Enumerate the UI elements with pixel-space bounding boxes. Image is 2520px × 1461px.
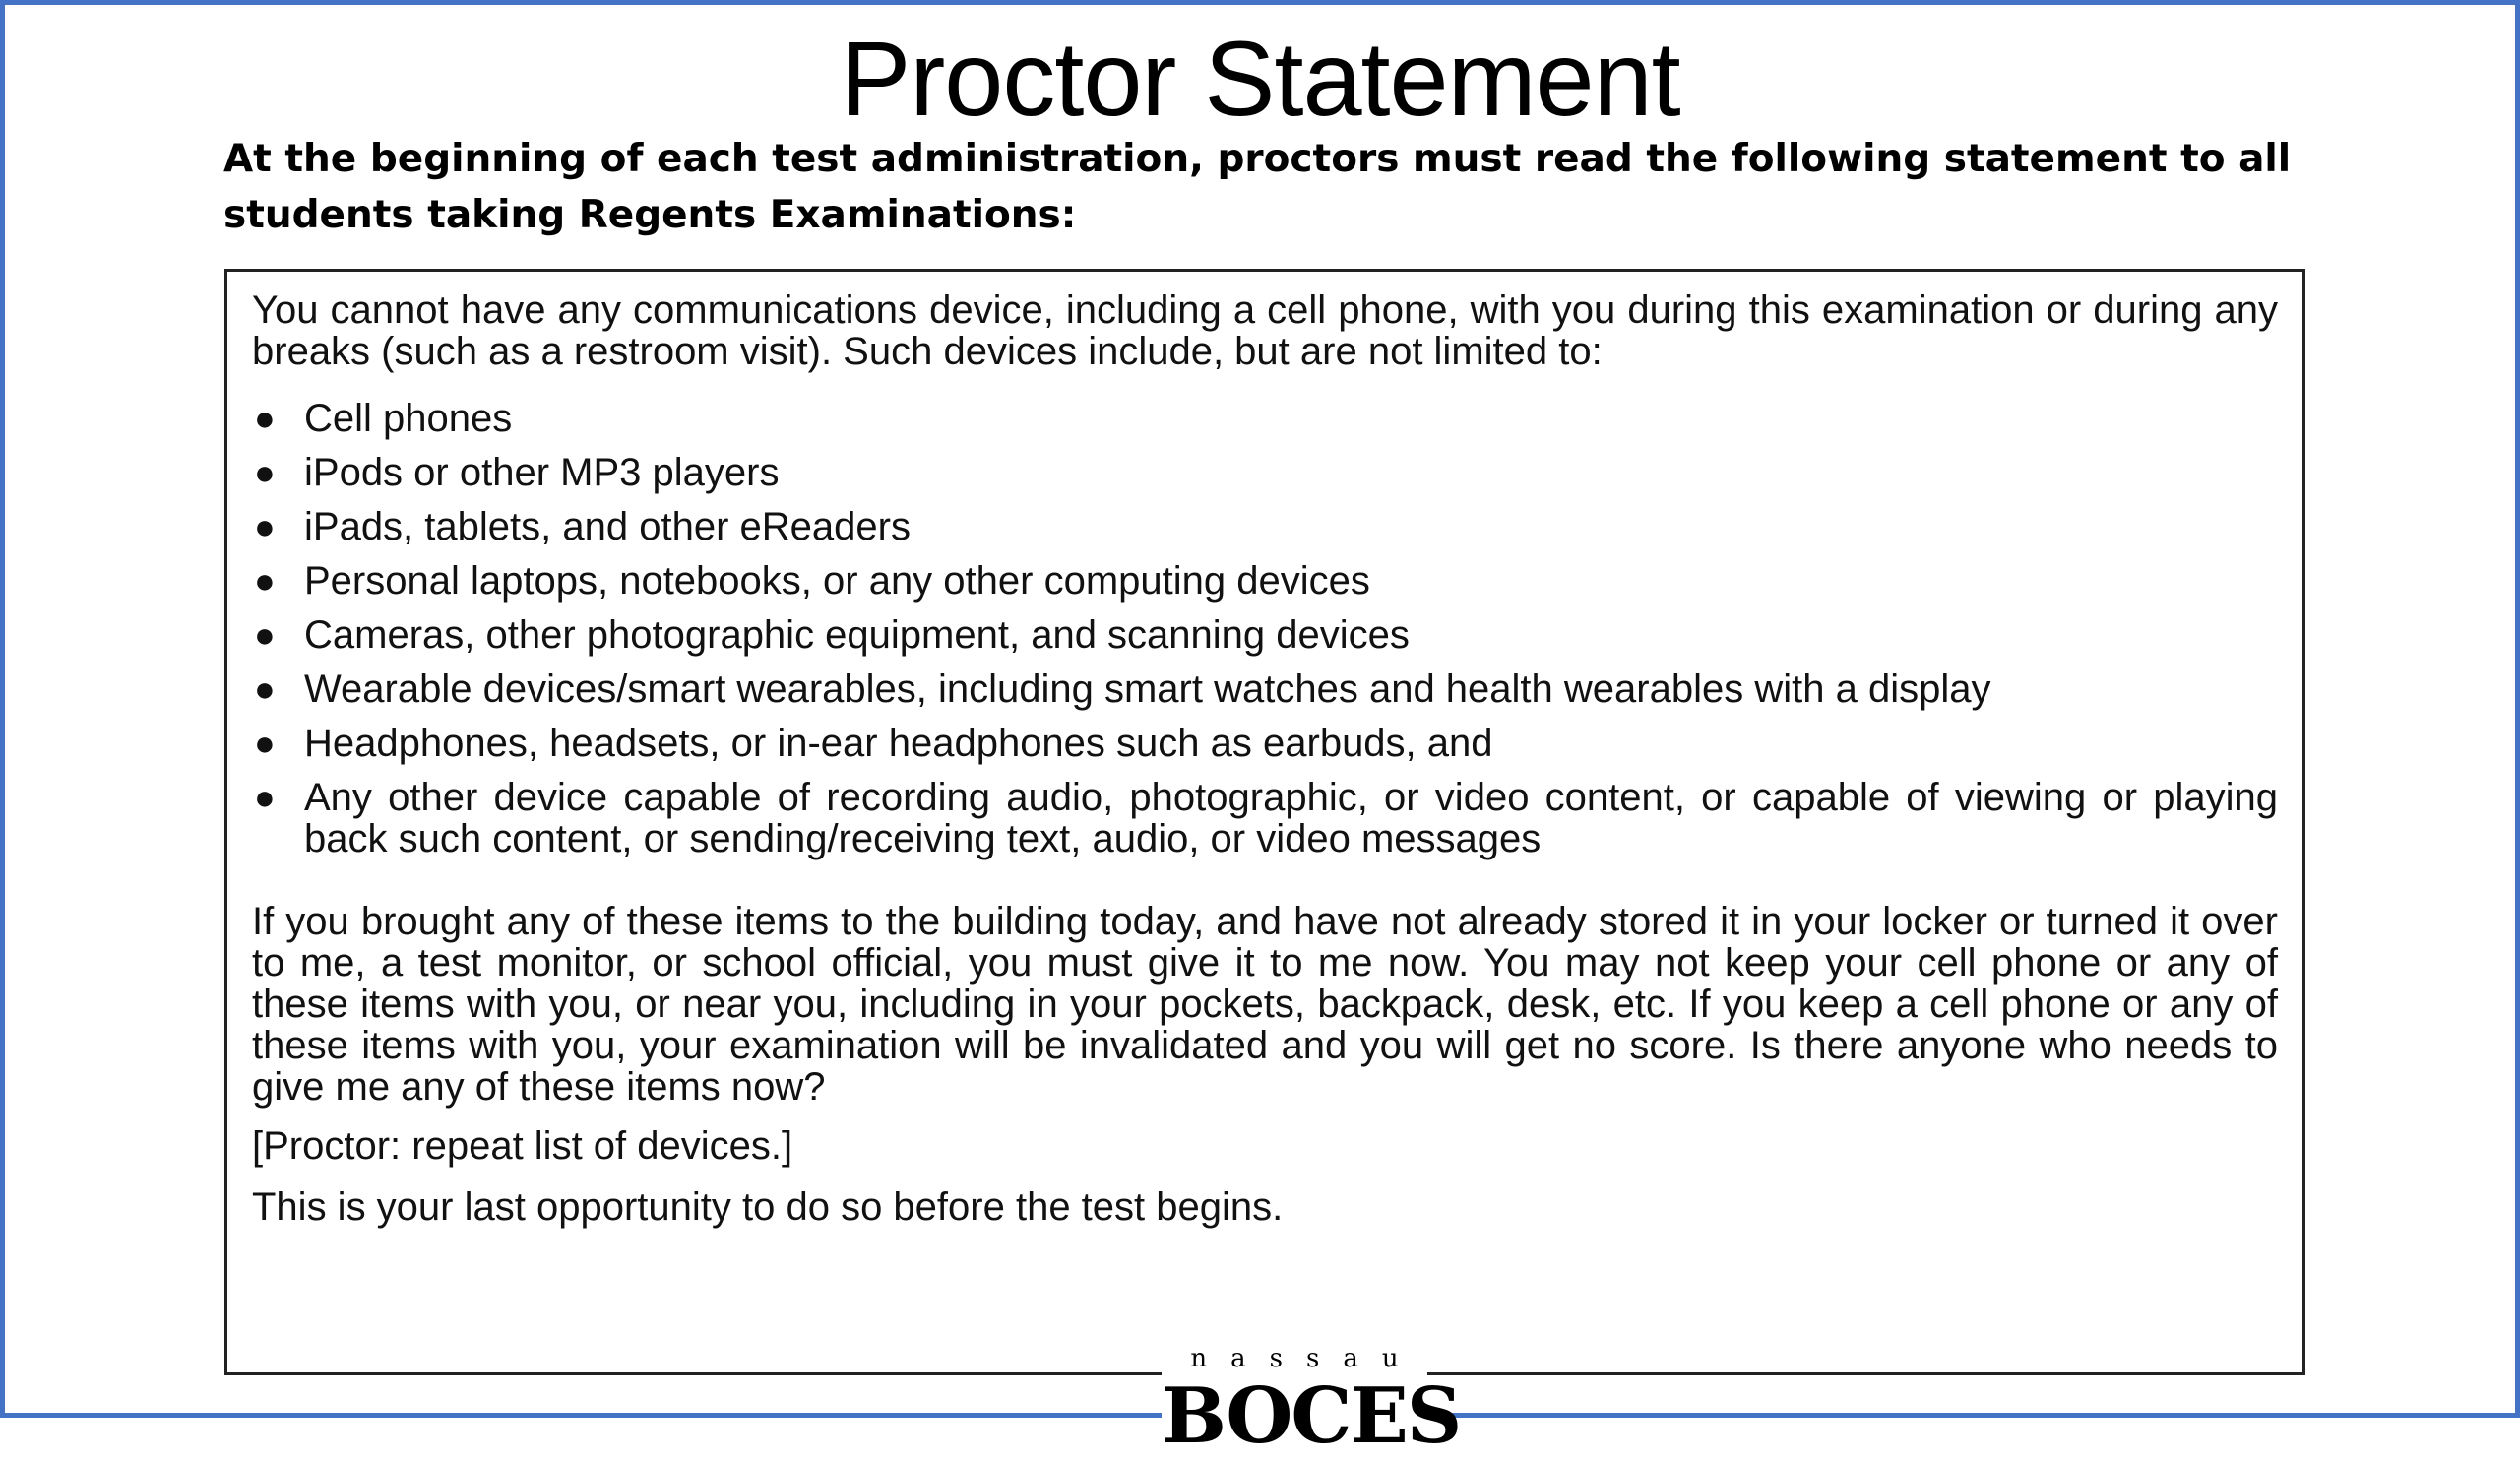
- device-item-label: iPads, tablets, and other eReaders: [304, 505, 911, 548]
- bullet-icon: ●: [254, 668, 276, 709]
- statement-closing: This is your last opportunity to do so before the test begins.: [252, 1185, 1284, 1229]
- list-item: [252, 777, 2278, 859]
- device-item-label: Personal laptops, notebooks, or any other computing devices: [304, 559, 1370, 603]
- statement-opening: You cannot have any communications device, including a cell phone, with you during this examination or during any breaks (such as a restroom visit). Such devices include, but are not limited to:: [252, 288, 2278, 373]
- bullet-icon: ●: [254, 398, 276, 438]
- list-item: [252, 723, 2278, 764]
- device-item-label: iPods or other MP3 players: [304, 451, 780, 494]
- slide-title: Proctor Statement: [840, 19, 1680, 138]
- list-item: [252, 560, 2278, 602]
- bullet-icon: ●: [254, 452, 276, 492]
- intro-text: At the beginning of each test administration, proctors must read the following statement to all students taking Regents Examinations:: [223, 137, 2292, 237]
- bullet-icon: ●: [254, 506, 276, 546]
- list-item: [252, 506, 2278, 547]
- device-item-label: Cameras, other photographic equipment, and scanning devices: [304, 613, 1410, 657]
- list-item: [252, 398, 2278, 439]
- device-item-label: Any other device capable of recording audio, photographic, or video content, or capable of viewing or playing back such content, or sending/receiving text, audio, or video messages: [304, 776, 2278, 860]
- bullet-icon: ●: [254, 560, 276, 601]
- list-item: [252, 614, 2278, 656]
- bullet-icon: ●: [254, 614, 276, 655]
- device-item-label: Wearable devices/smart wearables, including smart watches and health wearables with a display: [304, 667, 1991, 711]
- bullet-icon: ●: [254, 777, 276, 817]
- device-item-label: Headphones, headsets, or in-ear headphones such as earbuds, and: [304, 722, 1493, 765]
- list-item: [252, 452, 2278, 493]
- list-item: [252, 668, 2278, 710]
- device-list: [252, 398, 2278, 859]
- logo-big-text: BOCES: [1162, 1371, 1461, 1461]
- proctor-note: [Proctor: repeat list of devices.]: [252, 1124, 793, 1168]
- proctor-statement-box: [224, 269, 2305, 1375]
- logo-small-text: nassau: [1190, 1344, 1422, 1373]
- statement-instruction: If you brought any of these items to the building today, and have not already stored it in your locker or turned it over to me, a test monitor, or school official, you must give it to me now. You may not keep your cell phone or any of these items with you, or near you, including in your pockets, backpack, desk, etc. If you keep a cell phone or any of these items with you, your examination will be invalidated and you will get no score. Is there anyone who needs to give me any of these items now?: [252, 900, 2278, 1109]
- device-item-label: Cell phones: [304, 397, 513, 440]
- bullet-icon: ●: [254, 723, 276, 763]
- boces-logo: [1162, 1342, 1461, 1461]
